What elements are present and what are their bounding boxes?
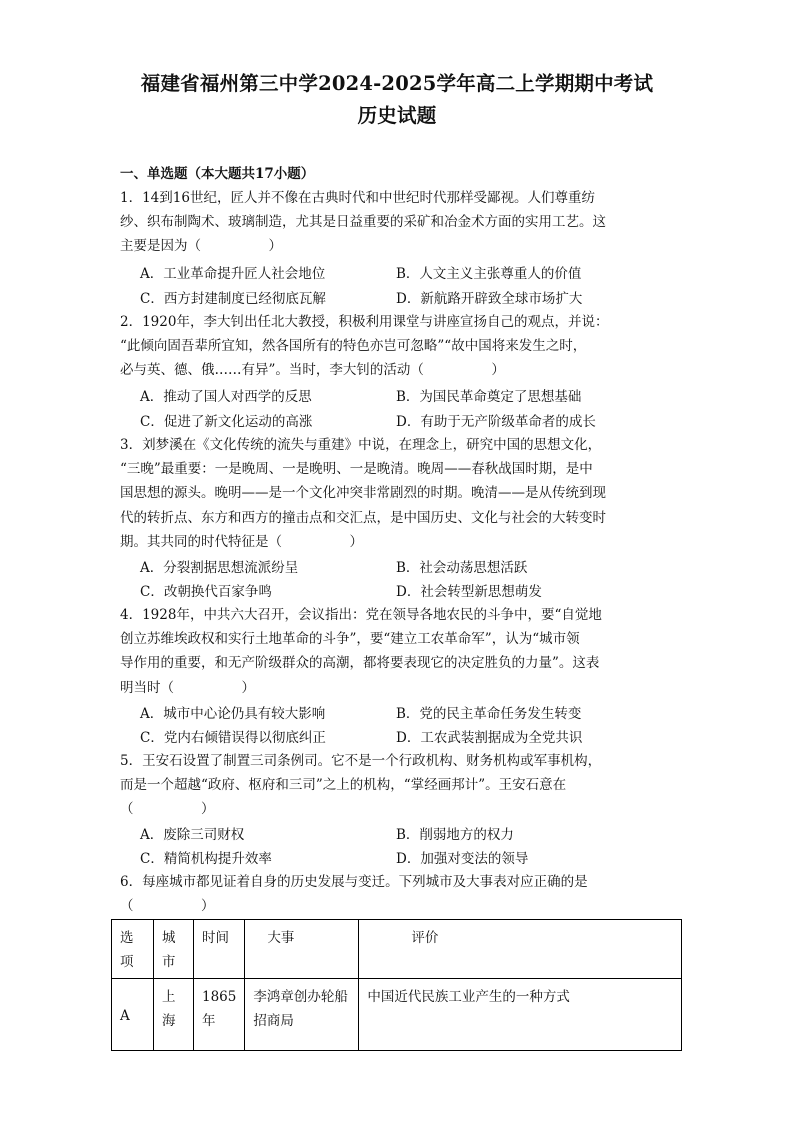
question-2 xyxy=(120,310,680,383)
option-b: B．削弱地方的权力 xyxy=(396,827,514,843)
question-text-line: 代的转折点、东方和西方的撞击点和交汇点，是中国历史、文化与社会的大转变时 xyxy=(120,509,606,526)
table-header-cell: 时间 xyxy=(194,920,245,979)
question-text-line: 2．1920年，李大钊出任北大教授，积极利用课堂与讲座宣扬自己的观点，并说： xyxy=(120,314,609,330)
table-cell: 1865年 xyxy=(194,979,245,1051)
option-a: A．工业革命提升匠人社会地位 xyxy=(140,266,326,282)
option-b: B．党的民主革命任务发生转变 xyxy=(396,706,582,722)
question-6 xyxy=(120,870,680,918)
question-1 xyxy=(120,186,680,259)
option-b: B．为国民革命奠定了思想基础 xyxy=(396,389,582,405)
option-a: A．废除三司财权 xyxy=(140,827,245,843)
table-cell: 上海 xyxy=(154,979,194,1051)
question-text-line: 3．刘梦溪在《文化传统的流失与重建》中说，在理念上，研究中国的思想文化， xyxy=(120,437,602,453)
question-text-line: 6．每座城市都见证着自身的历史发展与变迁。下列城市及大事表对应正确的是 xyxy=(120,874,588,890)
table-header-cell: 大事 xyxy=(245,920,359,979)
question-text-line: 主要是因为（ ） xyxy=(120,238,282,255)
exam-title: 福建省福州第三中学2024-2025学年高二上学期期中考试 xyxy=(140,72,654,95)
question-text-line: 明当时（ ） xyxy=(120,679,255,696)
option-d: D．工农武装割据成为全党共识 xyxy=(396,730,583,746)
option-c: C．党内右倾错误得以彻底纠正 xyxy=(140,730,326,746)
question-text-line: 国思想的源头。晚明——是一个文化冲突非常剧烈的时期。晚清——是从传统到现 xyxy=(120,485,606,502)
city-events-table xyxy=(111,919,682,1051)
question-text-line: 1．14到16世纪，匠人并不像在古典时代和中世纪时代那样受鄙视。人们尊重纺 xyxy=(120,190,595,206)
question-3 xyxy=(120,433,680,554)
option-c: C．精简机构提升效率 xyxy=(140,851,272,867)
option-c: C．西方封建制度已经彻底瓦解 xyxy=(140,291,326,307)
option-c: C．促进了新文化运动的高涨 xyxy=(140,414,313,430)
option-b: B．人文主义主张尊重人的价值 xyxy=(396,266,582,282)
question-text-line: （ ） xyxy=(120,801,215,818)
option-d: D．加强对变法的领导 xyxy=(396,851,529,867)
question-text-line: “三晚”最重要：一是晚周、一是晚明、一是晚清。晚周——春秋战国时期，是中 xyxy=(120,461,593,478)
question-5 xyxy=(120,749,680,822)
question-text-line: 期。其共同的时代特征是（ ） xyxy=(120,533,363,550)
question-text-line: （ ） xyxy=(120,898,215,915)
question-text-line: 5．王安石设置了制置三司条例司。它不是一个行政机构、财务机构或军事机构， xyxy=(120,753,602,769)
table-header-cell: 评价 xyxy=(359,920,682,979)
question-4 xyxy=(120,603,680,700)
option-a: A．分裂割据思想流派纷呈 xyxy=(140,560,299,576)
table-cell: A xyxy=(112,979,154,1051)
table-header-cell: 城市 xyxy=(154,920,194,979)
question-text-line: 纱、织布制陶术、玻璃制造，尤其是日益重要的采矿和冶金术方面的实用工艺。这 xyxy=(120,214,606,231)
option-b: B．社会动荡思想活跃 xyxy=(396,560,528,576)
question-text-line: 而是一个超越“政府、枢府和三司”之上的机构，“掌经画邦计”。王安石意在 xyxy=(120,777,567,794)
option-a: A．推动了国人对西学的反思 xyxy=(140,389,312,405)
question-text-line: 创立苏维埃政权和实行土地革命的斗争”，要“建立工农革命军”，认为“城市领 xyxy=(120,631,580,648)
question-text-line: 必与英、德、俄……有异”。当时，李大钊的活动（ ） xyxy=(120,362,505,379)
table-row xyxy=(112,979,682,1051)
question-text-line: “此倾向固吾辈所宜知，然各国所有的特色亦岂可忽略”“故中国将来发生之时， xyxy=(120,338,587,355)
question-text-line: 4．1928年，中共六大召开，会议指出：党在领导各地农民的斗争中，要“自觉地 xyxy=(120,607,602,623)
question-text-line: 导作用的重要，和无产阶级群众的高潮，都将要表现它的决定胜负的力量”。这表 xyxy=(120,655,600,672)
table-header-cell: 选项 xyxy=(112,920,154,979)
option-c: C．改朝换代百家争鸣 xyxy=(140,584,272,600)
section-heading: 一、单选题（本大题共17小题） xyxy=(120,166,315,182)
exam-subject-title: 历史试题 xyxy=(357,104,437,127)
table-header-row xyxy=(112,920,682,979)
option-d: D．有助于无产阶级革命者的成长 xyxy=(396,414,596,430)
table-cell: 李鸿章创办轮船招商局 xyxy=(245,979,359,1051)
table-cell: 中国近代民族工业产生的一种方式 xyxy=(359,979,682,1051)
option-d: D．新航路开辟致全球市场扩大 xyxy=(396,291,583,307)
option-a: A．城市中心论仍具有较大影响 xyxy=(140,706,326,722)
option-d: D．社会转型新思想萌发 xyxy=(396,584,542,600)
